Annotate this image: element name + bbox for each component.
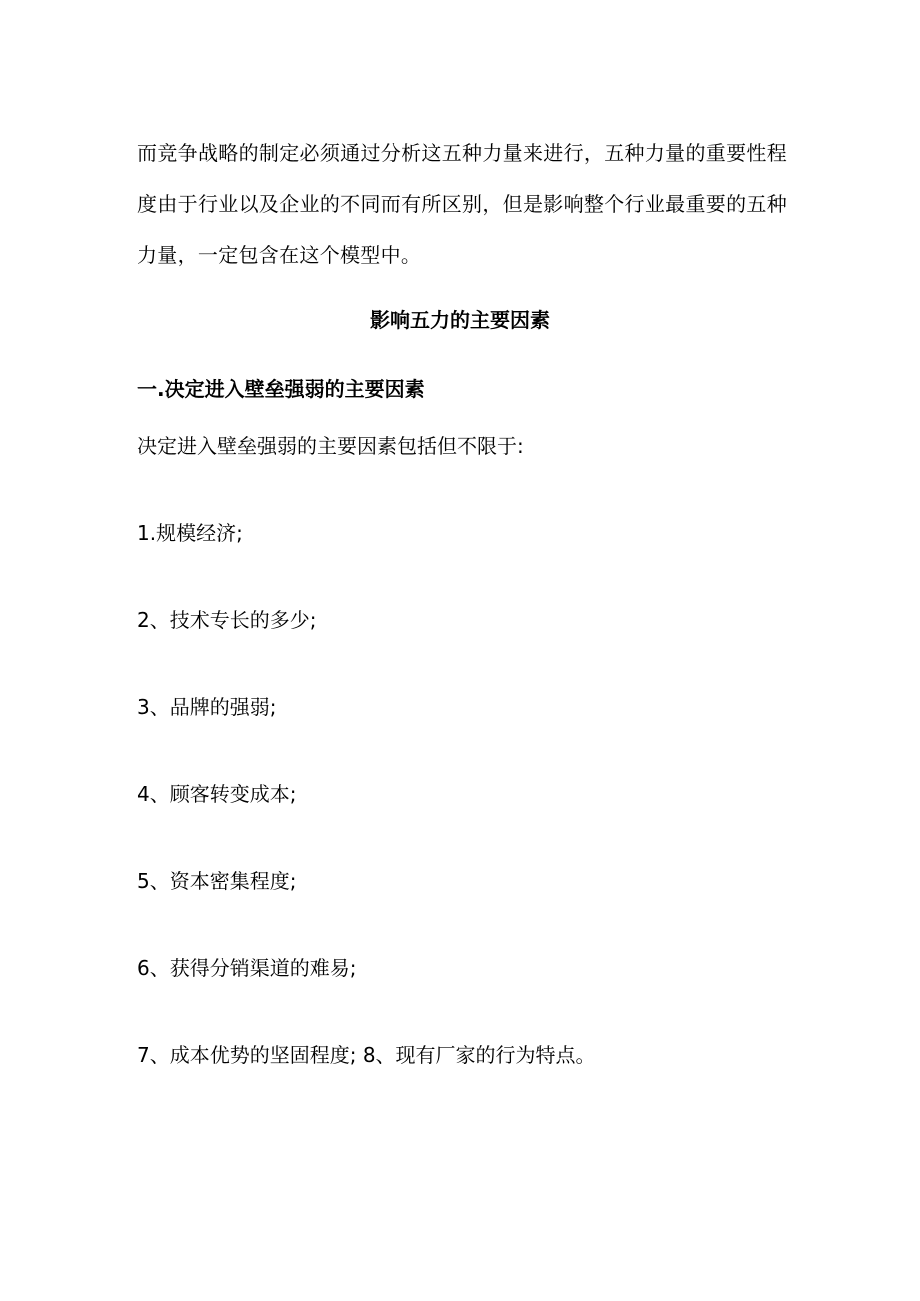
section-title: 一.决定进入壁垒强弱的主要因素 [137,377,425,401]
list-item: 3、品牌的强弱; [137,695,277,719]
list-item: 5、资本密集程度; [137,869,297,893]
list-item: 2、技术专长的多少; [137,608,317,632]
list-item: 7、成本优势的坚固程度; 8、现有厂家的行为特点。 [137,1043,596,1067]
list-item: 4、顾客转变成本; [137,782,297,806]
center-heading: 影响五力的主要因素 [370,308,550,332]
intro-paragraph: 而竞争战略的制定必须通过分析这五种力量来进行，五种力量的重要性程度由于行业以及企业的不同而有所区别，但是影响整个行业最重要的五种力量，一定包含在这个模型中。 [137,141,787,267]
section-lead: 决定进入壁垒强弱的主要因素包括但不限于: [137,434,524,458]
list-item: 1.规模经济; [137,521,243,545]
list-item: 6、获得分销渠道的难易; [137,956,357,980]
